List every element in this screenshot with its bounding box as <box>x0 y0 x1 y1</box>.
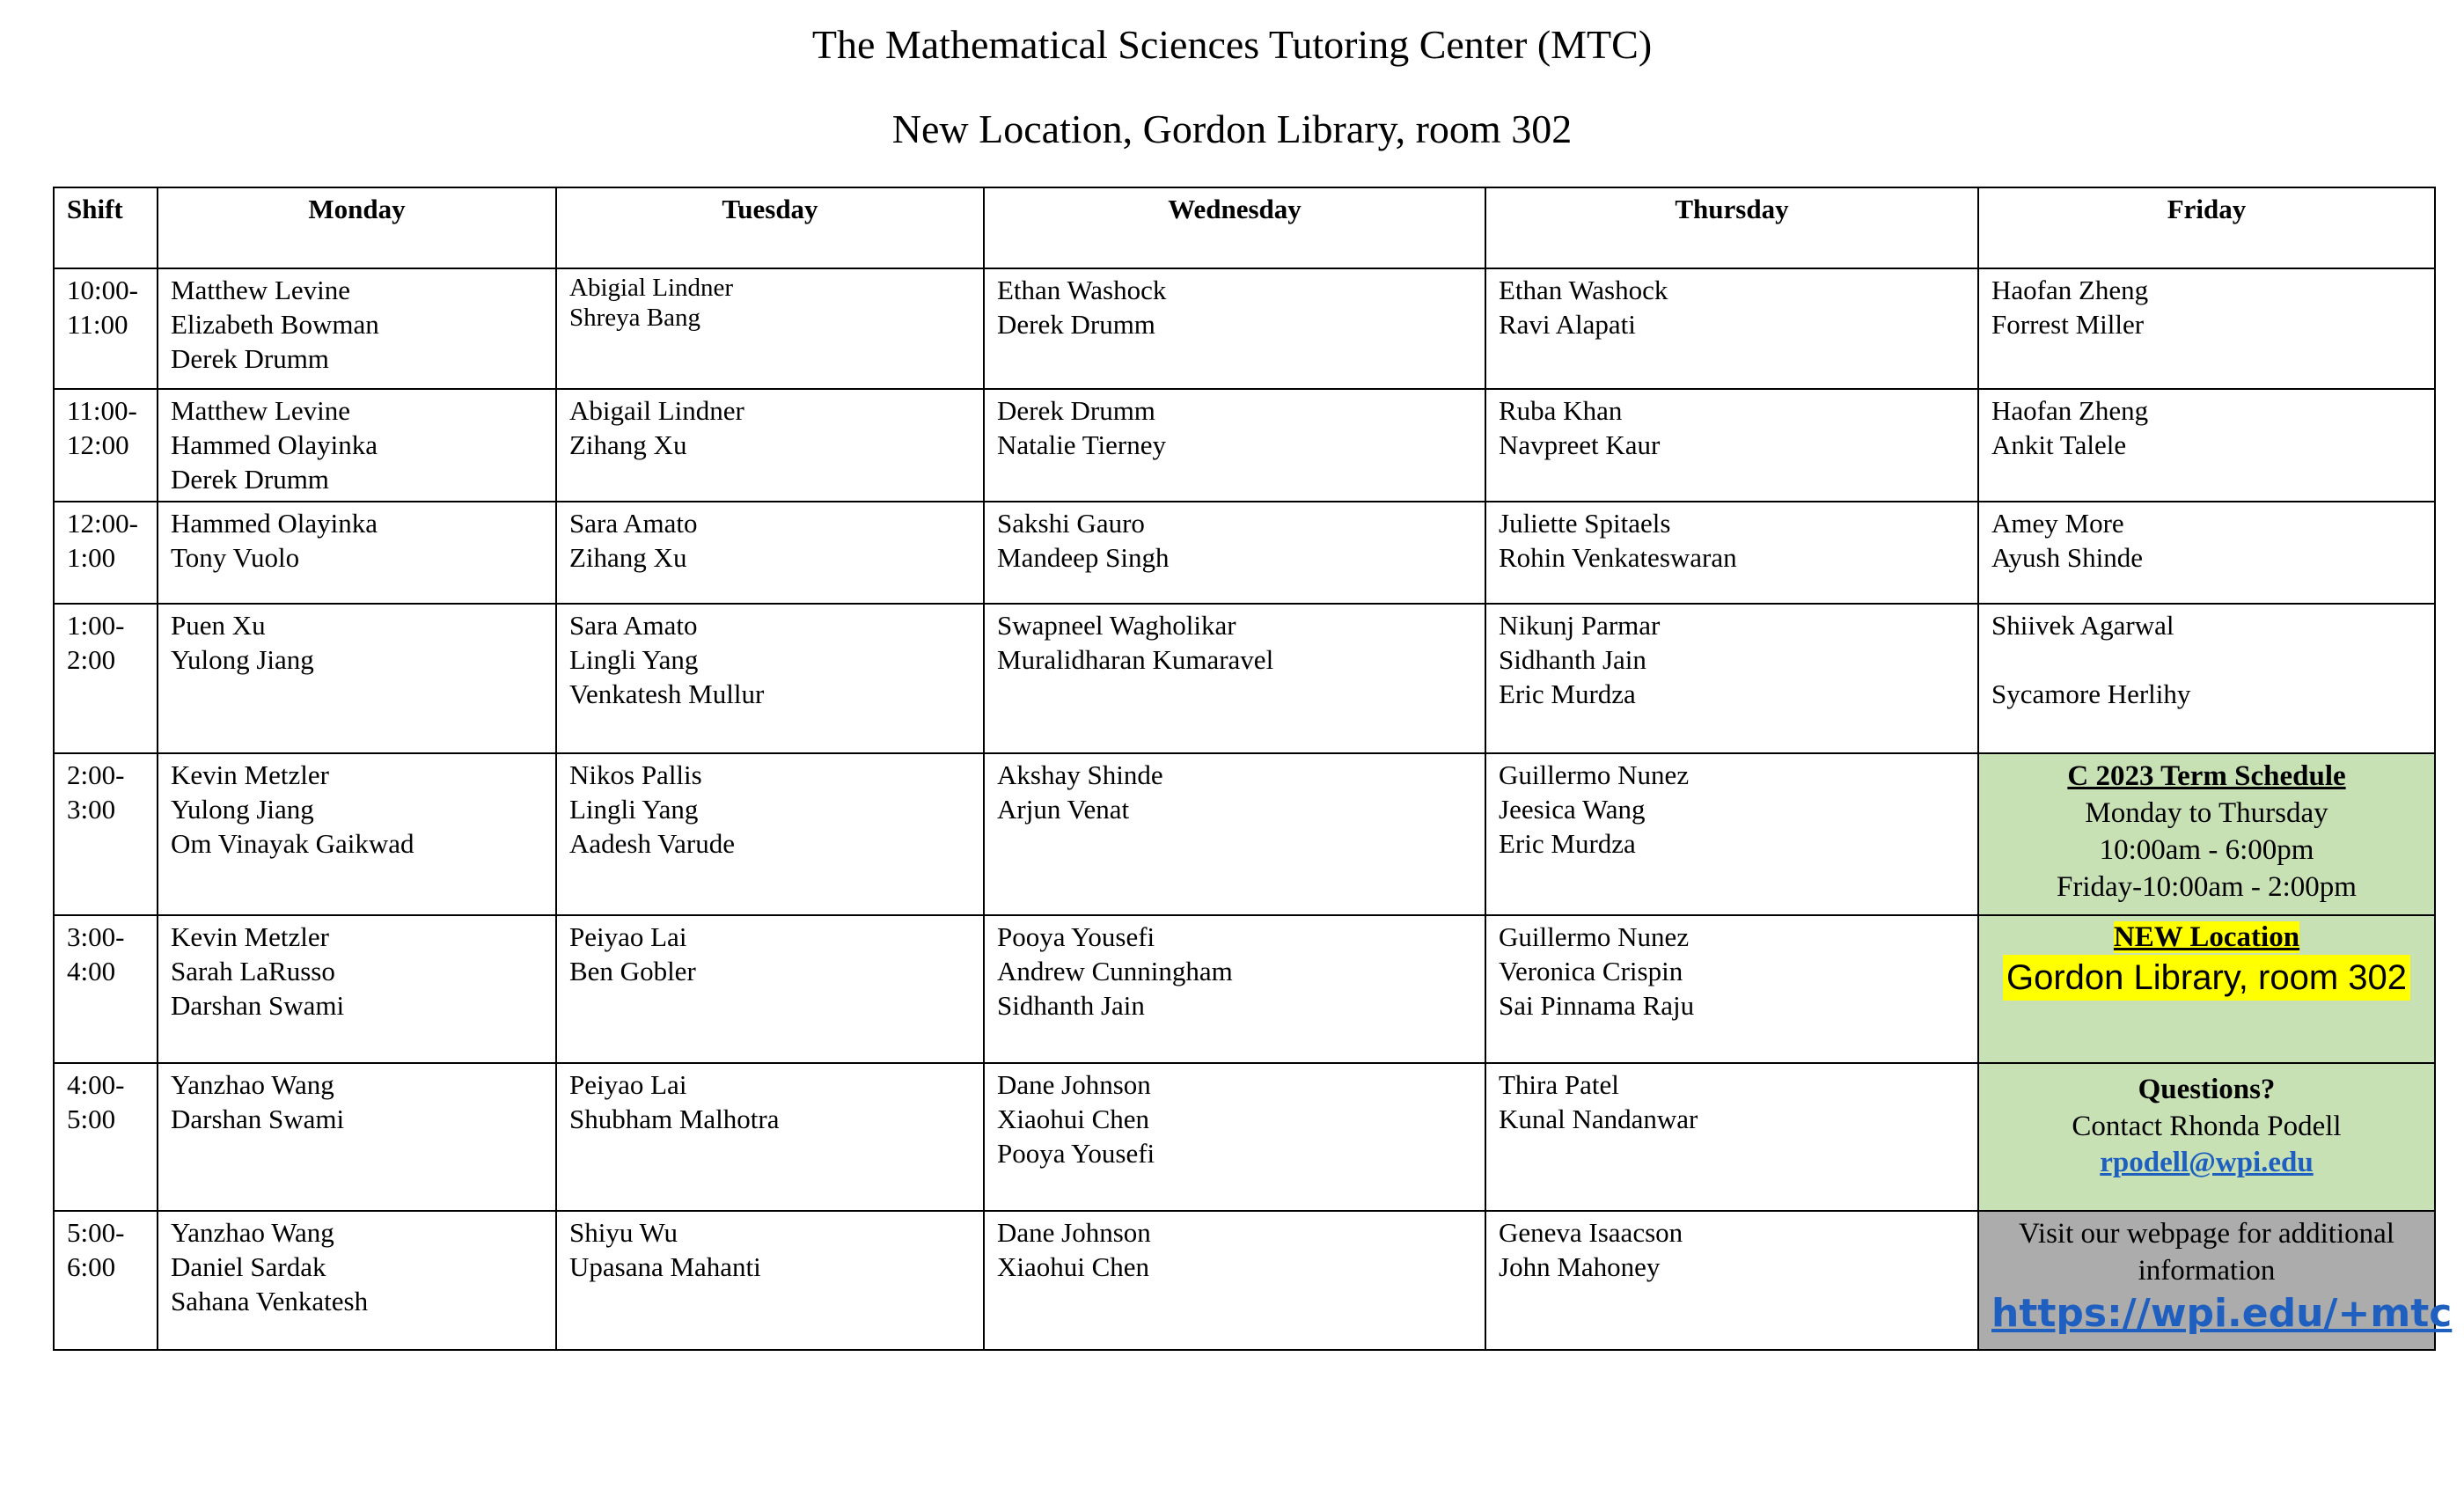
schedule-line: Monday to Thursday <box>2085 797 2328 829</box>
cell-tuesday: Peiyao Lai Ben Gobler <box>556 915 984 1063</box>
schedule-line: 10:00am - 6:00pm <box>2099 834 2314 866</box>
cell-wednesday: Ethan Washock Derek Drumm <box>984 268 1485 389</box>
shift-time: 11:00- 12:00 <box>54 389 158 502</box>
shift-time: 10:00- 11:00 <box>54 268 158 389</box>
cell-friday: Haofan Zheng Ankit Talele <box>1978 389 2435 502</box>
cell-thursday: Guillermo Nunez Veronica Crispin Sai Pinnama Raju <box>1485 915 1978 1063</box>
questions-box <box>1978 1063 2435 1211</box>
column-header-friday: Friday <box>1978 187 2435 268</box>
cell-wednesday: Derek Drumm Natalie Tierney <box>984 389 1485 502</box>
schedule-line: Friday-10:00am - 2:00pm <box>2057 871 2357 903</box>
cell-thursday: Ruba Khan Navpreet Kaur <box>1485 389 1978 502</box>
cell-wednesday: Dane Johnson Xiaohui Chen Pooya Yousefi <box>984 1063 1485 1211</box>
cell-wednesday: Sakshi Gauro Mandeep Singh <box>984 502 1485 604</box>
cell-wednesday: Pooya Yousefi Andrew Cunningham Sidhanth Jain <box>984 915 1485 1063</box>
cell-monday: Matthew Levine Hammed Olayinka Derek Drumm <box>158 389 556 502</box>
new-location-box <box>1978 915 2435 1063</box>
shift-time: 12:00- 1:00 <box>54 502 158 604</box>
contact-text: Contact Rhonda Podell <box>2072 1111 2342 1142</box>
cell-monday: Matthew Levine Elizabeth Bowman Derek Drumm <box>158 268 556 389</box>
shift-time: 4:00- 5:00 <box>54 1063 158 1211</box>
shift-time: 2:00- 3:00 <box>54 753 158 915</box>
cell-wednesday: Akshay Shinde Arjun Venat <box>984 753 1485 915</box>
page-subtitle: New Location, Gordon Library, room 302 <box>891 106 1573 151</box>
column-header-monday: Monday <box>158 187 556 268</box>
questions-title: Questions? <box>2138 1074 2276 1105</box>
cell-thursday: Ethan Washock Ravi Alapati <box>1485 268 1978 389</box>
shift-time: 5:00- 6:00 <box>54 1211 158 1350</box>
cell-wednesday: Swapneel Wagholikar Muralidharan Kumaravel <box>984 604 1485 753</box>
cell-monday: Yanzhao Wang Daniel Sardak Sahana Venkatesh <box>158 1211 556 1350</box>
header-row <box>54 187 2435 268</box>
cell-tuesday: Peiyao Lai Shubham Malhotra <box>556 1063 984 1211</box>
cell-friday: Amey More Ayush Shinde <box>1978 502 2435 604</box>
schedule-table <box>53 187 2453 1351</box>
cell-tuesday: Nikos Pallis Lingli Yang Aadesh Varude <box>556 753 984 915</box>
page-title: The Mathematical Sciences Tutoring Center (MTC) <box>811 22 1653 67</box>
column-header-shift: Shift <box>54 187 158 268</box>
cell-thursday: Juliette Spitaels Rohin Venkateswaran <box>1485 502 1978 604</box>
cell-thursday: Geneva Isaacson John Mahoney <box>1485 1211 1978 1350</box>
shift-time: 1:00- 2:00 <box>54 604 158 753</box>
column-header-tuesday: Tuesday <box>556 187 984 268</box>
table-row <box>54 389 2435 502</box>
column-header-wednesday: Wednesday <box>984 187 1485 268</box>
cell-monday: Puen Xu Yulong Jiang <box>158 604 556 753</box>
column-header-thursday: Thursday <box>1485 187 1978 268</box>
cell-tuesday: Sara Amato Zihang Xu <box>556 502 984 604</box>
shift-time: 3:00- 4:00 <box>54 915 158 1063</box>
term-schedule-title: C 2023 Term Schedule <box>2067 760 2346 792</box>
webpage-box <box>1978 1211 2453 1350</box>
cell-tuesday: Shiyu Wu Upasana Mahanti <box>556 1211 984 1350</box>
table-row <box>54 268 2435 389</box>
cell-thursday: Thira Patel Kunal Nandanwar <box>1485 1063 1978 1211</box>
new-location-value: Gordon Library, room 302 <box>2003 955 2410 1001</box>
table-row <box>54 502 2435 604</box>
cell-monday: Yanzhao Wang Darshan Swami <box>158 1063 556 1211</box>
new-location-title: NEW Location <box>2113 921 2300 953</box>
term-schedule-box <box>1978 753 2435 915</box>
cell-monday: Kevin Metzler Sarah LaRusso Darshan Swami <box>158 915 556 1063</box>
table-row <box>54 1211 2435 1350</box>
webpage-text: Visit our webpage for additional information <box>2019 1218 2394 1287</box>
cell-monday: Hammed Olayinka Tony Vuolo <box>158 502 556 604</box>
cell-friday: Shiivek Agarwal Sycamore Herlihy <box>1978 604 2435 753</box>
cell-tuesday: Sara Amato Lingli Yang Venkatesh Mullur <box>556 604 984 753</box>
cell-tuesday: Abigail Lindner Zihang Xu <box>556 389 984 502</box>
cell-thursday: Guillermo Nunez Jeesica Wang Eric Murdza <box>1485 753 1978 915</box>
cell-friday: Haofan Zheng Forrest Miller <box>1978 268 2435 389</box>
cell-monday: Kevin Metzler Yulong Jiang Om Vinayak Gaikwad <box>158 753 556 915</box>
webpage-link[interactable]: https://wpi.edu/+mtc <box>1991 1291 2453 1336</box>
table-row <box>54 1063 2435 1211</box>
cell-thursday: Nikunj Parmar Sidhanth Jain Eric Murdza <box>1485 604 1978 753</box>
cell-tuesday: Abigial Lindner Shreya Bang <box>556 268 984 389</box>
table-row <box>54 753 2435 915</box>
table-row <box>54 915 2435 1063</box>
cell-wednesday: Dane Johnson Xiaohui Chen <box>984 1211 1485 1350</box>
table-row <box>54 604 2435 753</box>
email-link[interactable]: rpodell@wpi.edu <box>2100 1147 2314 1178</box>
